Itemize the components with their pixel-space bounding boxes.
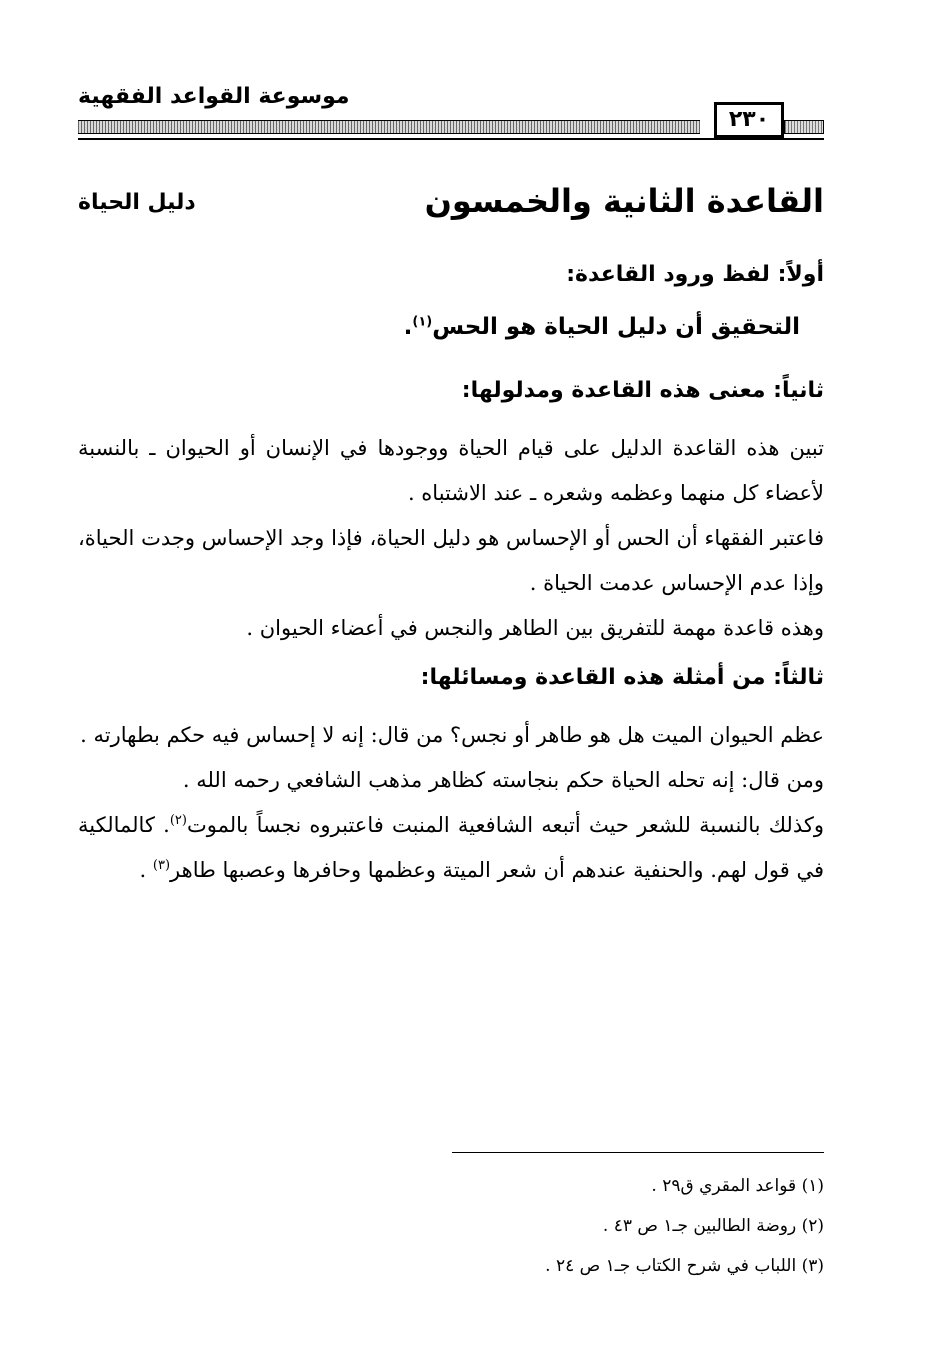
header-rule xyxy=(78,138,824,140)
section2-paragraph-2: فاعتبر الفقهاء أن الحس أو الإحساس هو دليل الحياة، فإذا وجد الإحساس وجدت الحياة، وإذا عدم الإحساس عدمت الحياة . xyxy=(78,526,824,595)
section1-heading: أولاً: لفظ ورود القاعدة: xyxy=(566,262,824,287)
rule-statement xyxy=(78,310,800,344)
section3-heading: ثالثاً: من أمثلة هذه القاعدة ومسائلها: xyxy=(420,665,824,690)
side-topic: دليل الحياة xyxy=(78,190,196,215)
rule-statement-end: . xyxy=(403,314,413,340)
footnote-1: (١) قواعد المقري ق٢٩ . xyxy=(651,1176,824,1196)
section3-paragraph-3-part-c: . xyxy=(139,858,153,882)
footnote-separator xyxy=(452,1152,824,1153)
section3-paragraph-3-part-a: وكذلك بالنسبة للشعر حيث أتبعه الشافعية المنبت فاعتبروه نجساً بالموت xyxy=(186,813,824,837)
section2-paragraph-3: وهذه قاعدة مهمة للتفريق بين الطاهر والنجس في أعضاء الحيوان . xyxy=(246,616,824,640)
section3-paragraph-2: ومن قال: إنه تحله الحياة حكم بنجاسته كظاهر مذهب الشافعي رحمه الله . xyxy=(182,768,824,792)
footnote-ref-2: (٢) xyxy=(169,813,187,828)
footnote-2: (٢) روضة الطالبين جـ١ ص ٤٣ . xyxy=(602,1216,824,1236)
book-title: موسوعة القواعد الفقهية xyxy=(78,84,350,109)
section3-paragraph-3-part-b: . كالمالكية في قول لهم. والحنفية عندهم أن شعر الميتة وعظمها وحافرها وعصبها طاهر xyxy=(78,813,824,882)
page-content xyxy=(78,258,824,893)
section3-paragraph-3 xyxy=(78,803,824,893)
footnote-3: (٣) اللباب في شرح الكتاب جـ١ ص ٢٤ . xyxy=(545,1256,824,1276)
footnote-ref-1: (١) xyxy=(412,314,433,330)
page-header xyxy=(78,84,824,144)
section2-paragraph-1: تبين هذه القاعدة الدليل على قيام الحياة ووجودها في الإنسان أو الحيوان ـ بالنسبة لأعضاء كل منهما وعظمه وشعره ـ عند الاشتباه . xyxy=(78,436,824,505)
section2-heading: ثانياً: معنى هذه القاعدة ومدلولها: xyxy=(461,378,824,403)
header-corner-band xyxy=(784,120,824,134)
rule-title: القاعدة الثانية والخمسون xyxy=(424,182,824,220)
rule-statement-text: التحقيق أن دليل الحياة هو الحس xyxy=(432,314,800,340)
page-number: ٢٣٠ xyxy=(714,102,784,138)
section3-paragraph-1: عظم الحيوان الميت هل هو طاهر أو نجس؟ من قال: إنه لا إحساس فيه حكم بطهارته . xyxy=(80,723,824,747)
footnotes xyxy=(78,1166,824,1286)
footnote-ref-3: (٣) xyxy=(152,858,171,873)
header-band xyxy=(78,120,700,134)
